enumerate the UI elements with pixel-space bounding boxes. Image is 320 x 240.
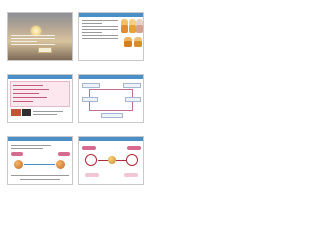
label-pill	[127, 146, 141, 150]
illustration-image	[11, 109, 21, 116]
text-line	[82, 20, 118, 21]
diagram-box	[123, 83, 141, 88]
quote-line	[13, 89, 49, 90]
bullet-line	[11, 41, 37, 42]
bullet-line	[11, 44, 55, 45]
text-line	[82, 38, 118, 39]
flask-icon	[129, 19, 136, 33]
text-line	[82, 32, 102, 33]
flask-icon	[121, 19, 128, 33]
flask-icon	[124, 37, 132, 47]
slide-2-heading	[79, 13, 143, 17]
quote-box	[10, 81, 70, 107]
quote-line	[13, 97, 47, 98]
arrow-line	[116, 160, 126, 161]
flask-icon	[136, 19, 143, 33]
bullet-line	[11, 38, 55, 39]
diagram-box	[82, 97, 98, 102]
flask-icon	[134, 37, 142, 47]
molecule-icon	[56, 160, 65, 169]
quote-line	[13, 85, 43, 86]
slide-thumbnail-4	[78, 74, 144, 123]
caption-tag	[38, 47, 52, 53]
slide-6-heading	[79, 137, 143, 141]
label-pill	[82, 146, 96, 150]
cycle-ring	[85, 154, 97, 166]
text-line	[82, 35, 118, 36]
slide-3-heading	[8, 75, 72, 79]
bullet-list	[11, 35, 55, 47]
arrow-line	[24, 164, 55, 165]
quote-line	[13, 101, 33, 102]
cycle-ring	[126, 154, 138, 166]
slide-1-title	[29, 19, 55, 24]
arrow-line	[98, 160, 108, 161]
slide-thumbnail-1	[7, 12, 73, 61]
diagram-box	[125, 97, 141, 102]
slide-4-heading	[79, 75, 143, 79]
label-pill	[85, 173, 99, 177]
label-pill	[11, 152, 23, 156]
illustration-image	[22, 109, 31, 116]
text-line	[82, 26, 118, 27]
molecule-icon	[14, 160, 23, 169]
handout-page	[0, 0, 149, 198]
slide-thumbnail-6	[78, 136, 144, 185]
diagram-box	[82, 83, 100, 88]
slide-thumbnail-3	[7, 74, 73, 123]
label-pill	[58, 152, 70, 156]
slide-thumbnail-2	[78, 12, 144, 61]
slide-5-heading	[8, 137, 72, 141]
slide-thumbnail-5	[7, 136, 73, 185]
text-line	[82, 23, 102, 24]
text-line	[82, 29, 118, 30]
quote-line	[13, 93, 39, 94]
bullet-line	[11, 35, 55, 36]
label-pill	[124, 173, 138, 177]
molecule-icon	[108, 156, 116, 164]
text-block	[82, 20, 118, 41]
diagram-box	[101, 113, 123, 118]
